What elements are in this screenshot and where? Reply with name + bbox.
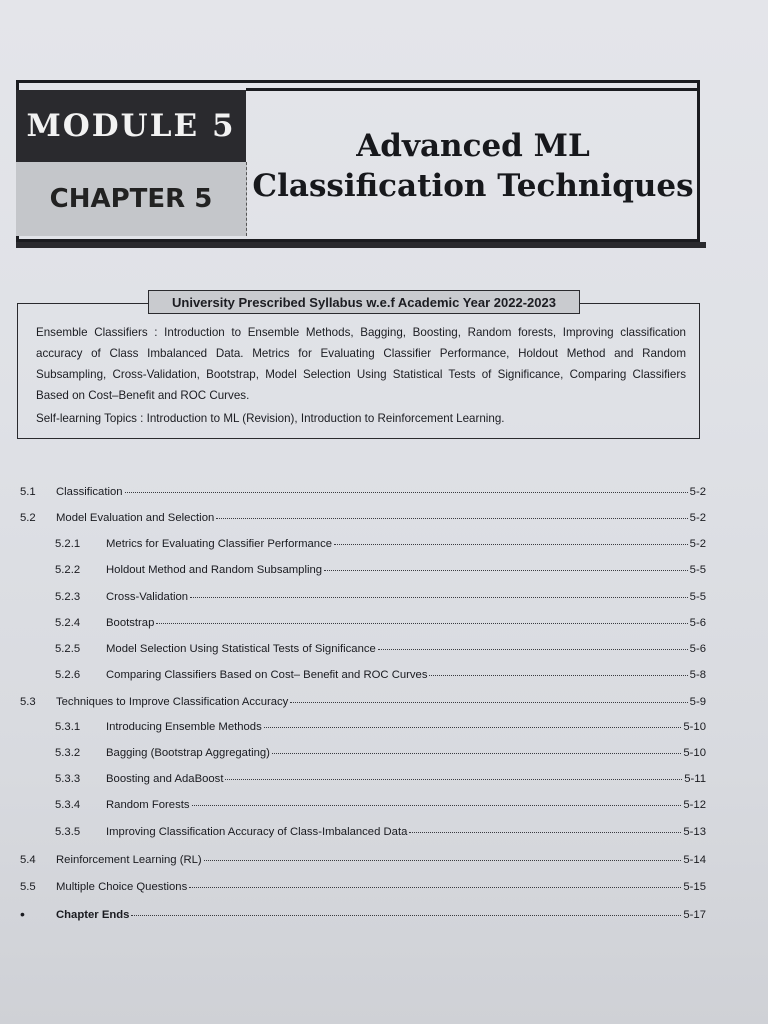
toc-page: 5-10: [683, 747, 706, 759]
toc-title: Multiple Choice Questions: [56, 881, 188, 893]
toc-row: [0, 506, 768, 524]
toc-page: 5-5: [689, 564, 706, 576]
syllabus-label: University Prescribed Syllabus w.e.f Academic Year 2022-2023: [148, 290, 580, 314]
toc-leader-dots: [131, 915, 681, 916]
toc-page: 5-11: [684, 773, 706, 785]
toc-row: [0, 611, 768, 629]
toc-leader-dots: [290, 702, 687, 703]
toc-leader-dots: [125, 492, 688, 493]
toc-title: Cross-Validation: [106, 591, 189, 603]
toc-leader-dots: [409, 832, 681, 833]
toc-leader-dots: [204, 860, 682, 861]
toc-page: 5-13: [683, 826, 706, 838]
toc-row: [0, 793, 768, 811]
toc-number: 5.3.1: [55, 721, 81, 733]
toc-title: Model Evaluation and Selection: [56, 512, 215, 524]
toc-title: Comparing Classifiers Based on Cost– Benefit and ROC Curves: [106, 669, 428, 681]
toc-leader-dots: [334, 544, 688, 545]
toc-page: 5-12: [683, 799, 706, 811]
toc-number: 5.2.3: [55, 591, 81, 603]
toc-page: 5-2: [689, 486, 706, 498]
toc-number: 5.5: [20, 881, 36, 893]
syllabus-content: Ensemble Classifiers : Introduction to Ensemble Methods, Bagging, Boosting, Random forests, Improving classification accuracy of Class Imbalanced Data. Metrics for Evaluating Classifier Performance, Holdout Method and Random Subsampling, Cross-Validation, Bootstrap, Model Selection Using Statistical Tests of Significance, Comparing Classifiers Based on Cost–Benefit and ROC Curves.: [36, 326, 686, 402]
header-underline: [16, 242, 706, 248]
toc-title: Random Forests: [106, 799, 190, 811]
toc-title: Boosting and AdaBoost: [106, 773, 224, 785]
toc-leader-dots: [378, 649, 688, 650]
toc-row: [0, 875, 768, 893]
toc-title: Reinforcement Learning (RL): [56, 854, 202, 866]
toc-row: [0, 480, 768, 498]
toc-page: 5-9: [689, 696, 706, 708]
toc-row: [0, 637, 768, 655]
toc-number: 5.3.2: [55, 747, 81, 759]
self-learning-topics: Self-learning Topics : Introduction to ML (Revision), Introduction to Reinforcement Learning.: [36, 412, 505, 425]
toc-leader-dots: [189, 887, 681, 888]
toc-page: 5-6: [689, 643, 706, 655]
toc-row: [0, 848, 768, 866]
toc-leader-dots: [192, 805, 682, 806]
chapter-label: CHAPTER 5: [49, 184, 213, 214]
toc-page: 5-8: [689, 669, 706, 681]
chapter-title-line1: Advanced ML: [356, 128, 590, 164]
toc-row: [0, 690, 768, 708]
toc-row: [0, 820, 768, 838]
toc-number: 5.2.2: [55, 564, 81, 576]
toc-leader-dots: [216, 518, 687, 519]
chapter-title-line2: Classification Techniques: [252, 168, 694, 204]
toc-number: 5.2.6: [55, 669, 81, 681]
toc-page: 5-17: [683, 909, 706, 921]
toc-title: Introducing Ensemble Methods: [106, 721, 262, 733]
module-label: MODULE 5: [26, 108, 236, 144]
toc-number: •: [20, 906, 25, 922]
toc-row: [0, 585, 768, 603]
toc-title: Improving Classification Accuracy of Class-Imbalanced Data: [106, 826, 408, 838]
toc-leader-dots: [156, 623, 687, 624]
toc-page: 5-6: [689, 617, 706, 629]
toc-number: 5.3.5: [55, 826, 81, 838]
toc-number: 5.2.4: [55, 617, 81, 629]
toc-row: [0, 715, 768, 733]
chapter-badge: [16, 162, 247, 236]
toc-row: [0, 741, 768, 759]
toc-title: Metrics for Evaluating Classifier Performance: [106, 538, 333, 550]
toc-row: [0, 532, 768, 550]
toc-title: Chapter Ends: [56, 909, 130, 921]
toc-leader-dots: [264, 727, 682, 728]
toc-row: [0, 767, 768, 785]
toc-page: 5-15: [683, 881, 706, 893]
toc-title: Model Selection Using Statistical Tests of Significance: [106, 643, 376, 655]
toc-leader-dots: [272, 753, 681, 754]
toc-row: [0, 903, 768, 921]
toc-title: Bootstrap: [106, 617, 155, 629]
toc-leader-dots: [324, 570, 688, 571]
toc-page: 5-10: [683, 721, 706, 733]
toc-number: 5.3: [20, 696, 36, 708]
toc-title: Holdout Method and Random Subsampling: [106, 564, 323, 576]
toc-leader-dots: [190, 597, 688, 598]
toc-number: 5.2: [20, 512, 36, 524]
toc-page: 5-5: [689, 591, 706, 603]
toc-title: Classification: [56, 486, 123, 498]
toc-number: 5.2.5: [55, 643, 81, 655]
syllabus-text: [36, 322, 686, 429]
toc-leader-dots: [429, 675, 687, 676]
toc-number: 5.4: [20, 854, 36, 866]
toc-row: [0, 663, 768, 681]
toc-row: [0, 558, 768, 576]
toc-page: 5-2: [689, 538, 706, 550]
toc-title: Bagging (Bootstrap Aggregating): [106, 747, 270, 759]
toc-number: 5.1: [20, 486, 36, 498]
toc-title: Techniques to Improve Classification Accuracy: [56, 696, 289, 708]
module-badge: [16, 90, 246, 162]
toc-number: 5.3.4: [55, 799, 81, 811]
toc-page: 5-2: [689, 512, 706, 524]
chapter-title: [246, 88, 700, 244]
toc-page: 5-14: [683, 854, 706, 866]
toc-number: 5.3.3: [55, 773, 81, 785]
toc-number: 5.2.1: [55, 538, 81, 550]
toc-leader-dots: [225, 779, 682, 780]
